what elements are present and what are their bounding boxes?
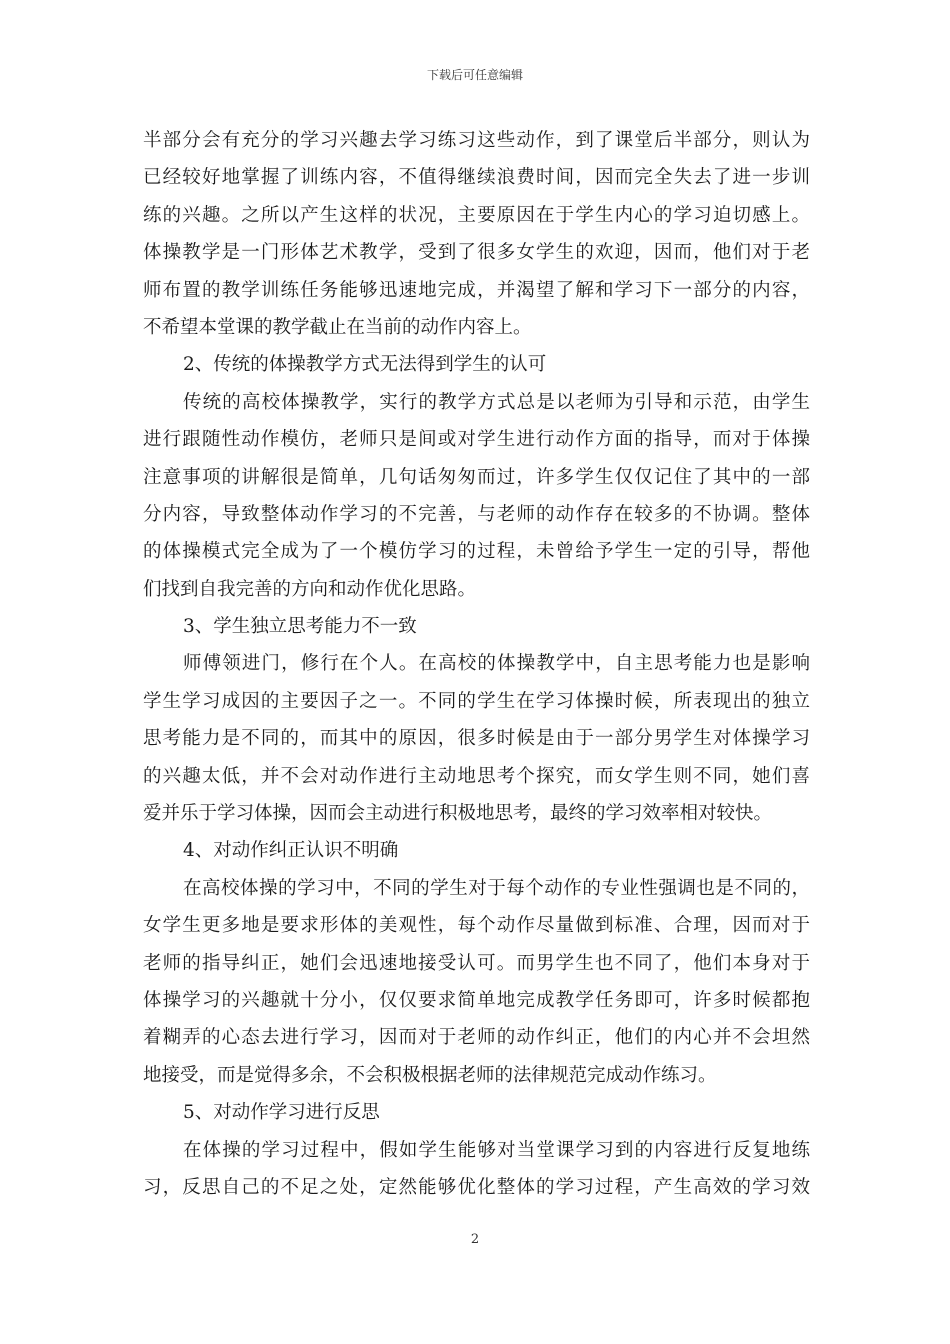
page-header: 下载后可任意编辑 [426,68,523,82]
body-line: 传统的高校体操教学，实行的教学方式总是以老师为引导和示范，由学生 [183,391,810,413]
body-line: 师傅领进门，修行在个人。在高校的体操教学中，自主思考能力也是影响 [183,653,810,675]
body-line: 的兴趣太低，并不会对动作进行主动地思考个探究，而女学生则不同，她们喜 [143,765,810,787]
body-line: 爱并乐于学习体操，因而会主动进行积极地思考，最终的学习效率相对较快。 [143,803,773,825]
section-heading: 2、传统的体操教学方式无法得到学生的认可 [183,354,547,376]
body-line: 师布置的教学训练任务能够迅速地完成，并渴望了解和学习下一部分的内容， [143,279,810,301]
body-line: 习，反思自己的不足之处，定然能够优化整体的学习过程，产生高效的学习效 [143,1176,810,1198]
page-number: 2 [470,1232,480,1247]
body-line: 注意事项的讲解很是简单，几句话匆匆而过，许多学生仅仅记住了其中的一部 [143,466,810,488]
body-line: 已经较好地掌握了训练内容，不值得继续浪费时间，因而完全失去了进一步训 [143,167,810,189]
section-heading: 4、对动作纠正认识不明确 [183,840,399,862]
body-line: 老师的指导纠正，她们会迅速地接受认可。而男学生也不同了，他们本身对于 [143,952,810,974]
body-line: 半部分会有充分的学习兴趣去学习练习这些动作，到了课堂后半部分，则认为 [143,130,810,151]
body-line: 地接受，而是觉得多余，不会积极根据老师的法律规范完成动作练习。 [143,1064,717,1086]
body-line: 分内容，导致整体动作学习的不完善，与老师的动作存在较多的不协调。整体 [143,503,810,525]
body-line: 体操学习的兴趣就十分小，仅仅要求简单地完成教学任务即可，许多时候都抱 [143,989,810,1011]
body-line: 在高校体操的学习中，不同的学生对于每个动作的专业性强调也是不同的， [183,877,810,899]
body-line: 练的兴趣。之所以产生这样的状况，主要原因在于学生内心的学习迫切感上。 [143,204,810,226]
body-line: 进行跟随性动作模仿，老师只是间或对学生进行动作方面的指导，而对于体操 [143,429,810,451]
body-line: 体操教学是一门形体艺术教学，受到了很多女学生的欢迎，因而，他们对于老 [143,242,810,264]
body-line: 在体操的学习过程中，假如学生能够对当堂课学习到的内容进行反复地练 [183,1139,810,1161]
body-line: 们找到自我完善的方向和动作优化思路。 [143,578,477,600]
body-line: 的体操模式完全成为了一个模仿学习的过程，未曾给予学生一定的引导，帮他 [143,541,810,563]
section-heading: 5、对动作学习进行反思 [183,1102,380,1124]
document-body [143,122,810,1206]
section-heading: 3、学生独立思考能力不一致 [183,616,417,638]
body-line: 不希望本堂课的教学截止在当前的动作内容上。 [143,316,532,338]
body-line: 着糊弄的心态去进行学习，因而对于老师的动作纠正，他们的内心并不会坦然 [143,1027,810,1049]
body-line: 女学生更多地是要求形体的美观性，每个动作尽量做到标准、合理，因而对于 [143,915,810,937]
body-line: 思考能力是不同的，而其中的原因，很多时候是由于一部分男学生对体操学习 [143,728,810,750]
body-line: 学生学习成因的主要因子之一。不同的学生在学习体操时候，所表现出的独立 [143,690,810,712]
